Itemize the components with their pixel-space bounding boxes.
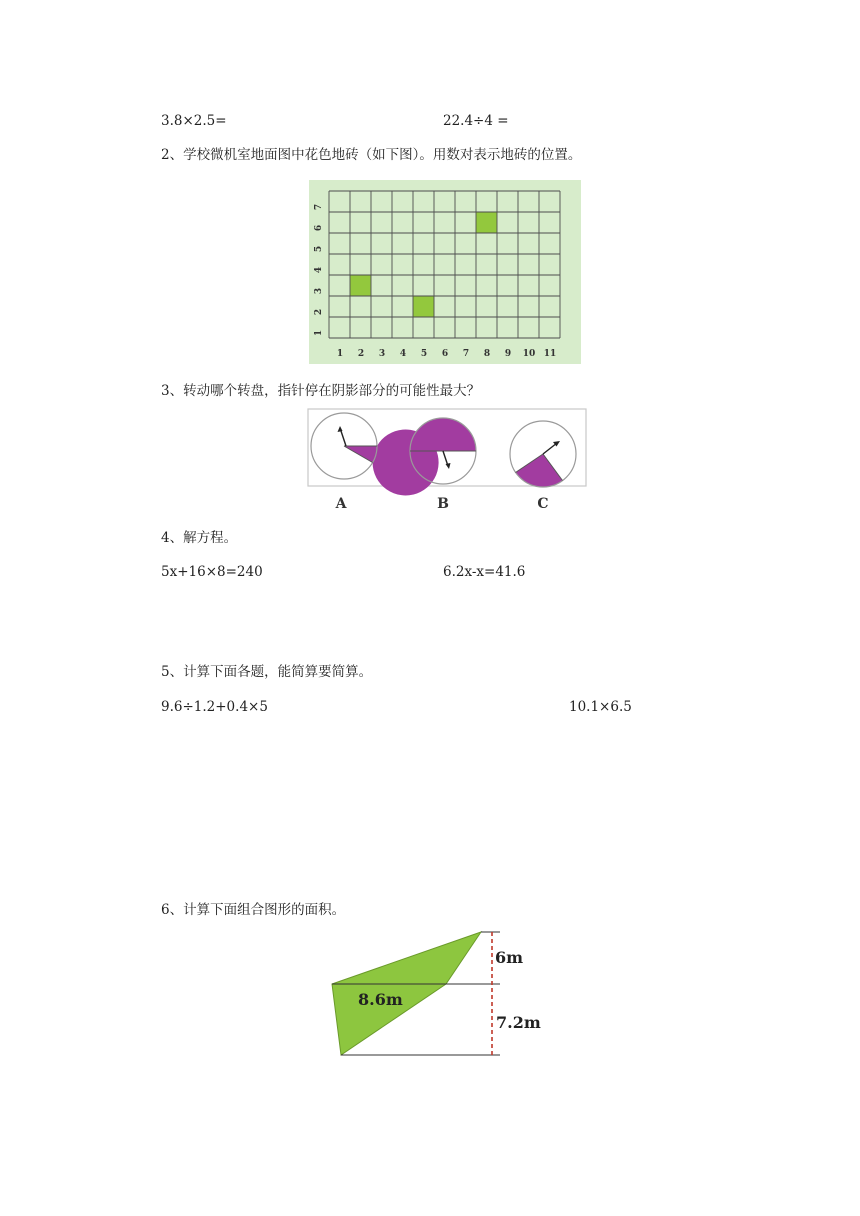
x-tick-label: 11	[543, 349, 557, 359]
q4-left: 5x+16×8=240	[161, 564, 263, 580]
q5-left: 9.6÷1.2+0.4×5	[161, 699, 268, 715]
spinners	[306, 408, 588, 518]
q5-title: 5、计算下面各题，能简算要简算。	[161, 664, 373, 680]
floor-tile-1	[476, 212, 497, 233]
y-tick-label: 3	[314, 287, 324, 295]
tile-grid	[309, 180, 581, 364]
x-tick-label: 8	[483, 349, 491, 359]
spinners-figure	[306, 408, 588, 518]
q3-title: 3、转动哪个转盘，指针停在阴影部分的可能性最大？	[161, 383, 481, 399]
shape-fill	[332, 932, 481, 1055]
tile-grid-figure	[309, 180, 581, 364]
floor-tile-2	[350, 275, 371, 296]
y-tick-label: 6	[314, 224, 324, 232]
spinner-label-c: C	[537, 496, 549, 512]
composite-shape	[320, 925, 560, 1065]
y-tick-label: 4	[314, 266, 324, 274]
x-tick-label: 3	[378, 349, 386, 359]
q5-right: 10.1×6.5	[569, 699, 632, 715]
q1-right: 22.4÷4 =	[443, 113, 509, 129]
y-tick-label: 2	[314, 308, 324, 316]
composite-shape-figure	[320, 925, 560, 1065]
spinner-label-b: B	[437, 496, 449, 512]
q1-left: 3.8×2.5=	[161, 113, 227, 129]
x-tick-label: 6	[441, 349, 449, 359]
x-tick-label: 5	[420, 349, 428, 359]
x-tick-label: 9	[504, 349, 512, 359]
label-base: 8.6m	[358, 990, 403, 1009]
y-tick-label: 5	[314, 245, 324, 253]
x-tick-label: 2	[357, 349, 365, 359]
x-tick-label: 1	[336, 349, 344, 359]
y-tick-label: 7	[314, 203, 324, 211]
label-top: 6m	[495, 948, 524, 967]
q4-right: 6.2x-x=41.6	[443, 564, 526, 580]
q4-title: 4、解方程。	[161, 530, 238, 546]
q2-title: 2、学校微机室地面图中花色地砖（如下图）。用数对表示地砖的位置。	[161, 147, 582, 163]
floor-tile-3	[413, 296, 434, 317]
q6-title: 6、计算下面组合图形的面积。	[161, 902, 346, 918]
x-tick-label: 7	[462, 349, 470, 359]
x-tick-label: 10	[522, 349, 536, 359]
x-tick-label: 4	[399, 349, 407, 359]
label-bottom: 7.2m	[496, 1013, 541, 1032]
y-tick-label: 1	[314, 329, 324, 337]
spinner-label-a: A	[335, 496, 347, 512]
